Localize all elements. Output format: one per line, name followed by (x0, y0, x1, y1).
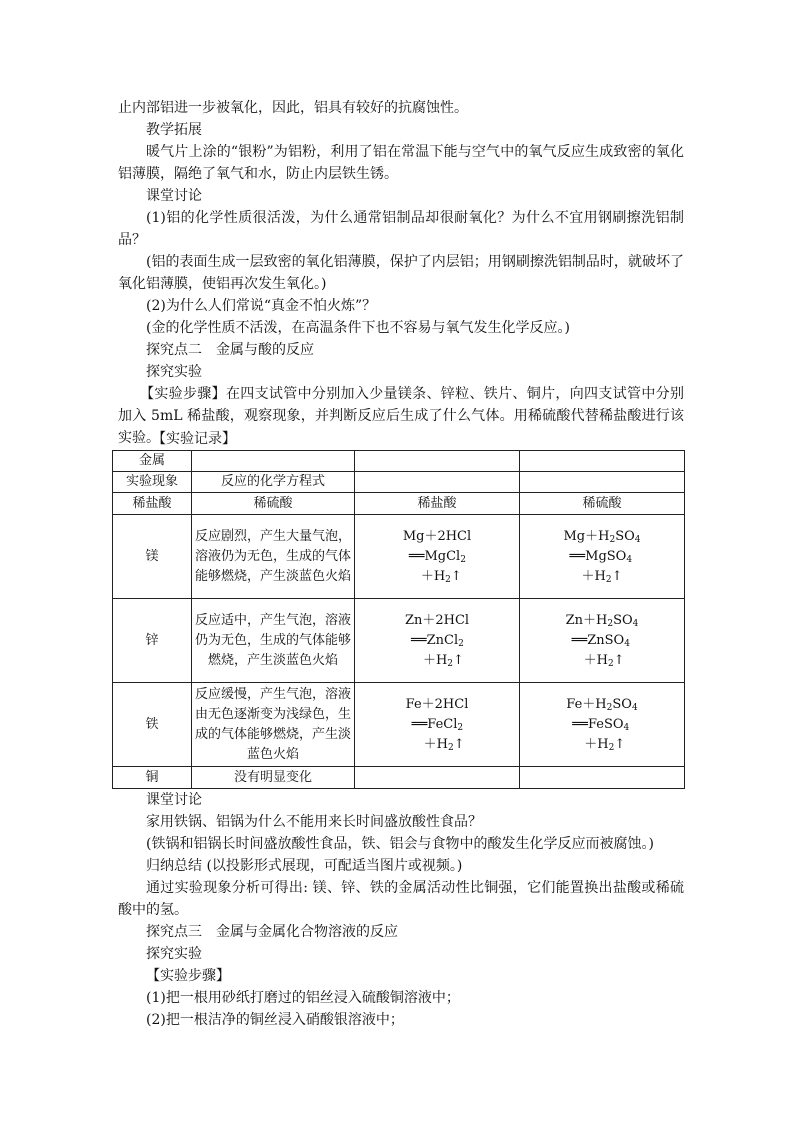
heading-inquiry-experiment: 探究实验 (146, 364, 202, 380)
metal-cell: 铜 (113, 767, 192, 789)
empty-cell (192, 451, 355, 472)
table-row (113, 599, 685, 683)
question-2: (2)为什么人们常说“真金不怕火炼”？ (146, 298, 377, 314)
equation-reactants: Fe＋2HCl (405, 696, 469, 712)
equation-reactants: Mg＋H (563, 528, 610, 544)
equation-reactants: Fe＋H (566, 696, 607, 712)
subscript: 4 (624, 638, 630, 649)
gas-arrow: ↑ (450, 568, 462, 584)
subscript: 4 (632, 618, 639, 629)
subscript: 2 (447, 742, 454, 753)
subscript: 2 (605, 574, 612, 585)
equation-product: ══FeSO (572, 716, 624, 732)
equation-gas: ＋H (422, 652, 448, 668)
heading-inquiry-point-3: 探究点三 金属与金属化合物溶液的反应 (146, 924, 398, 940)
table-row (113, 515, 685, 599)
heading-inquiry-point-2: 探究点二 金属与酸的反应 (146, 342, 314, 358)
experiment-steps: 【实验步骤】在四支试管中分别加入少量镁条、锌粒、铁片、铜片，向四支试管中分别加入 5mL 稀盐酸，观察现象，并判断反应后生成了什么气体。用稀硫酸代替稀盐酸进行该实验。 (118, 386, 684, 446)
equation-h2so4-cell (520, 599, 685, 683)
equation-gas: ＋H (583, 652, 608, 668)
equation-gas: ＋H (581, 568, 606, 584)
subscript: 2 (609, 534, 616, 545)
equation-reactants: Zn＋H (565, 612, 608, 628)
answer-3: (铁锅和铝锅长时间盛放酸性食品，铁、铝会与食物中的酸发生化学反应而被腐蚀。) (146, 836, 654, 852)
equation-product: ══MgCl (408, 548, 461, 564)
heading-teaching-extension: 教学拓展 (146, 122, 202, 138)
summary-conclusion: 通过实验现象分析可得出: 镁、锌、铁的金属活动性比铜强，它们能置换出盐酸或稀硫酸中的氢。 (118, 880, 684, 918)
equation-reactants-tail: SO (613, 612, 633, 628)
heading-class-discussion-2: 课堂讨论 (146, 792, 202, 808)
gas-arrow: ↑ (611, 568, 623, 584)
step-2: (2)把一根洁净的铜丝浸入硝酸银溶液中； (146, 1012, 404, 1028)
experiment-record-table (112, 450, 685, 789)
header-h2so4: 稀硫酸 (520, 493, 685, 515)
subscript: 2 (447, 658, 454, 669)
equation-h2so4-cell (520, 683, 685, 767)
equation-hcl-cell (355, 683, 520, 767)
header-hcl: 稀盐酸 (113, 493, 192, 515)
subscript: 4 (623, 722, 630, 733)
gas-arrow: ↑ (453, 736, 465, 752)
answer-1: (铝的表面生成一层致密的氧化铝薄膜，保护了内层铝；用钢刷擦洗铝制品时，就破坏了氧化铝薄膜，使铝再次发生氧化。) (118, 254, 684, 292)
equation-product: ══ZnCl (410, 632, 459, 648)
subscript: 2 (608, 742, 615, 753)
phenomenon-cell: 反应适中，产生气泡，溶液仍为无色，生成的气体能够燃烧，产生淡蓝色火焰 (192, 599, 355, 683)
equation-h2so4-cell (520, 515, 685, 599)
equation-reactants: Zn＋2HCl (404, 612, 470, 628)
subscript: 4 (631, 702, 638, 713)
subscript: 2 (457, 722, 464, 733)
subscript: 4 (626, 554, 633, 565)
subscript: 2 (607, 658, 614, 669)
equation-reactants-tail: SO (615, 528, 635, 544)
empty-cell (355, 472, 520, 493)
empty-cell (520, 451, 685, 472)
equation-hcl-cell (355, 515, 520, 599)
subscript: 2 (445, 574, 451, 585)
table-row (113, 767, 685, 789)
gas-arrow: ↑ (613, 652, 625, 668)
paragraph-radiator: 暖气片上涂的“银粉”为铝粉，利用了铝在常温下能与空气中的氧气反应生成致密的氧化铝薄膜，隔绝了氧气和水，防止内层铁生锈。 (118, 144, 684, 182)
subscript: 2 (458, 638, 464, 649)
equation-gas: ＋H (420, 568, 446, 584)
header-metal: 金属 (113, 451, 192, 472)
equation-hcl-cell (355, 599, 520, 683)
equation-product: ══FeCl (411, 716, 458, 732)
empty-cell (520, 472, 685, 493)
subscript: 2 (460, 554, 466, 565)
header-hcl: 稀盐酸 (355, 493, 520, 515)
gas-arrow: ↑ (614, 736, 626, 752)
equation-gas: ＋H (423, 736, 448, 752)
header-equation: 反应的化学方程式 (192, 472, 355, 493)
experiment-steps-label: 【实验步骤】 (146, 968, 230, 984)
metal-cell: 锌 (113, 599, 192, 683)
equation-reactants: Mg＋2HCl (402, 528, 472, 544)
metal-cell: 铁 (113, 683, 192, 767)
table-row (113, 683, 685, 767)
phenomenon-cell: 反应缓慢，产生气泡，溶液由无色逐渐变为浅绿色，生成的气体能够燃烧，产生淡蓝色火焰 (192, 683, 355, 767)
question-1: (1)铝的化学性质很活泼，为什么通常铝制品却很耐氧化？为什么不宜用钢刷擦洗铝制品？ (118, 210, 684, 248)
summary-note: 归纳总结 (以投影形式展现，可配适当图片或视频。) (146, 858, 463, 874)
gas-arrow: ↑ (453, 652, 464, 668)
subscript: 2 (607, 618, 614, 629)
equation-product: ══MgSO (569, 548, 627, 564)
equation-product: ══ZnSO (571, 632, 625, 648)
step-1: (1)把一根用砂纸打磨过的铝丝浸入硫酸铜溶液中； (146, 990, 460, 1006)
metal-cell: 镁 (113, 515, 192, 599)
heading-inquiry-experiment-2: 探究实验 (146, 946, 202, 962)
subscript: 4 (634, 534, 641, 545)
equation-reactants-tail: SO (612, 696, 632, 712)
header-phenomenon: 实验现象 (113, 472, 192, 493)
empty-cell (355, 767, 520, 789)
header-h2so4: 稀硫酸 (192, 493, 355, 515)
equation-gas: ＋H (584, 736, 609, 752)
question-3: 家用铁锅、铝锅为什么不能用来长时间盛放酸性食品？ (146, 814, 482, 830)
heading-class-discussion: 课堂讨论 (146, 188, 202, 204)
phenomenon-cell: 反应剧烈，产生大量气泡，溶液仍为无色，生成的气体能够燃烧，产生淡蓝色火焰 (192, 515, 355, 599)
paragraph-line: 止内部铝进一步被氧化，因此，铝具有较好的抗腐蚀性。 (118, 100, 468, 116)
subscript: 2 (606, 702, 613, 713)
experiment-record-label: 【实验记录】 (152, 431, 236, 447)
phenomenon-cell: 没有明显变化 (192, 767, 355, 789)
empty-cell (520, 767, 685, 789)
empty-cell (355, 451, 520, 472)
answer-2: (金的化学性质不活泼，在高温条件下也不容易与氧气发生化学反应。) (146, 320, 570, 336)
